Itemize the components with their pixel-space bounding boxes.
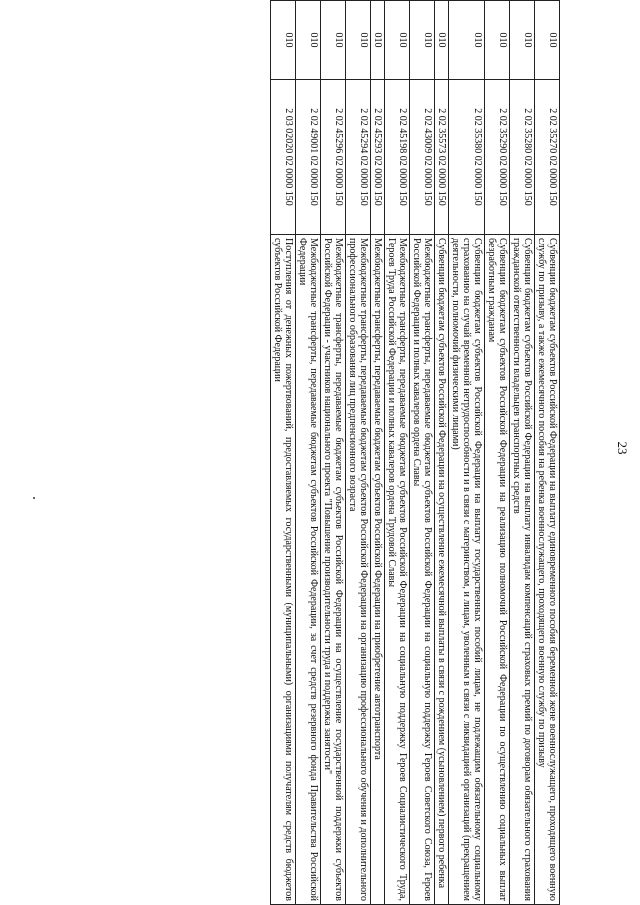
name-cell: Субвенции бюджетам субъектов Российской Федерации на выплату единовременного пособия беременной жене военнослужащего, проходящего военную службу по призыву, а также ежемесячного пособия на ребенка военнослужащего, проходящего военную службу по призыву: [535, 235, 560, 905]
budget-code-table: [270, 0, 560, 905]
table-row: [510, 1, 535, 905]
table-row: [410, 1, 435, 905]
budget-code-cell: 2 02 35573 02 0000 150: [435, 80, 449, 235]
table-row: [485, 1, 510, 905]
budget-code-cell: 2 02 45296 02 0000 150: [321, 80, 346, 235]
admin-code-cell: 010: [485, 1, 510, 80]
name-cell: Субвенции бюджетам субъектов Российской Федерации на осуществление ежемесячной выплаты в связи с рождением (усыновлением) первого ребенка: [435, 235, 449, 905]
name-cell: Межбюджетные трансферты, передаваемые бюджетам субъектов Российской Федерации на организацию профессионального обучения и дополнительного профессионального образования лиц предпенсионного возраста: [346, 235, 371, 905]
budget-code-cell: 2 02 49001 02 0000 150: [296, 80, 321, 235]
budget-code-cell: 2 03 02020 02 0000 150: [271, 80, 296, 235]
table-row: [296, 1, 321, 905]
page-number: 23: [615, 441, 630, 455]
table-row: [371, 1, 385, 905]
admin-code-cell: 010: [271, 1, 296, 80]
name-cell: Поступления от денежных пожертвований, предоставляемых государственными (муниципальными) организациями получателям средств бюджетов субъектов Российской Федерации: [271, 235, 296, 905]
name-cell: Межбюджетные трансферты, передаваемые бюджетам субъектов Российской Федерации, за счет средств резервного фонда Правительства Российской Федерации: [296, 235, 321, 905]
table-row: [346, 1, 371, 905]
table-row: [449, 1, 485, 905]
admin-code-cell: 010: [449, 1, 485, 80]
admin-code-cell: 010: [435, 1, 449, 80]
admin-code-cell: 010: [510, 1, 535, 80]
table-row: [435, 1, 449, 905]
admin-code-cell: 010: [535, 1, 560, 80]
scan-speck: [33, 497, 35, 499]
table-row: [385, 1, 410, 905]
budget-code-cell: 2 02 45294 02 0000 150: [346, 80, 371, 235]
name-cell: Субвенции бюджетам субъектов Российской Федерации на выплату государственных пособий лицам, не подлежащим обязательному социальному страхованию на случай временной нетрудоспособности и в связи с материнством, и лицам, уволенным в связи с ликвидацией организаций (прекращением деятельности, полномочий физическими лицами): [449, 235, 485, 905]
budget-code-cell: 2 02 45198 02 0000 150: [385, 80, 410, 235]
name-cell: Межбюджетные трансферты, передаваемые бюджетам субъектов Российской Федерации на осуществление государственной поддержки субъектов Российской Федерации - участников национального проекта "Повышение производительности труда и поддержка занятости": [321, 235, 346, 905]
budget-code-cell: 2 02 35380 02 0000 150: [449, 80, 485, 235]
admin-code-cell: 010: [410, 1, 435, 80]
admin-code-cell: 010: [385, 1, 410, 80]
budget-code-cell: 2 02 35270 02 0000 150: [535, 80, 560, 235]
table-row: [271, 1, 296, 905]
budget-code-cell: 2 02 43009 02 0000 150: [410, 80, 435, 235]
name-cell: Межбюджетные трансферты, передаваемые бюджетам субъектов Российской Федерации на приобретение автотранспорта: [371, 235, 385, 905]
budget-code-cell: 2 02 35290 02 0000 150: [485, 80, 510, 235]
name-cell: Субвенции бюджетам субъектов Российской Федерации на выплату инвалидам компенсаций страховых премий по договорам обязательного страхования гражданской ответственности владельцев транспортных средств: [510, 235, 535, 905]
admin-code-cell: 010: [296, 1, 321, 80]
budget-code-cell: 2 02 35280 02 0000 150: [510, 80, 535, 235]
table-row: [321, 1, 346, 905]
name-cell: Межбюджетные трансферты, передаваемые бюджетам субъектов Российской Федерации на социальную поддержку Героев Советского Союза, Героев Российской Федерации и полных кавалеров ордена Славы: [410, 235, 435, 905]
name-cell: Субвенции бюджетам субъектов Российской Федерации на реализацию полномочий Российской Федерации по осуществлению социальных выплат безработным гражданам: [485, 235, 510, 905]
admin-code-cell: 010: [371, 1, 385, 80]
budget-code-cell: 2 02 45293 02 0000 150: [371, 80, 385, 235]
admin-code-cell: 010: [346, 1, 371, 80]
table-row: [535, 1, 560, 905]
rotated-table-wrapper: [80, 0, 560, 905]
name-cell: Межбюджетные трансферты, передаваемые бюджетам субъектов Российской Федерации на социальную поддержку Героев Социалистического Труда, Героев Труда Российской Федерации и полных кавалеров ордена Трудовой Славы: [385, 235, 410, 905]
admin-code-cell: 010: [321, 1, 346, 80]
